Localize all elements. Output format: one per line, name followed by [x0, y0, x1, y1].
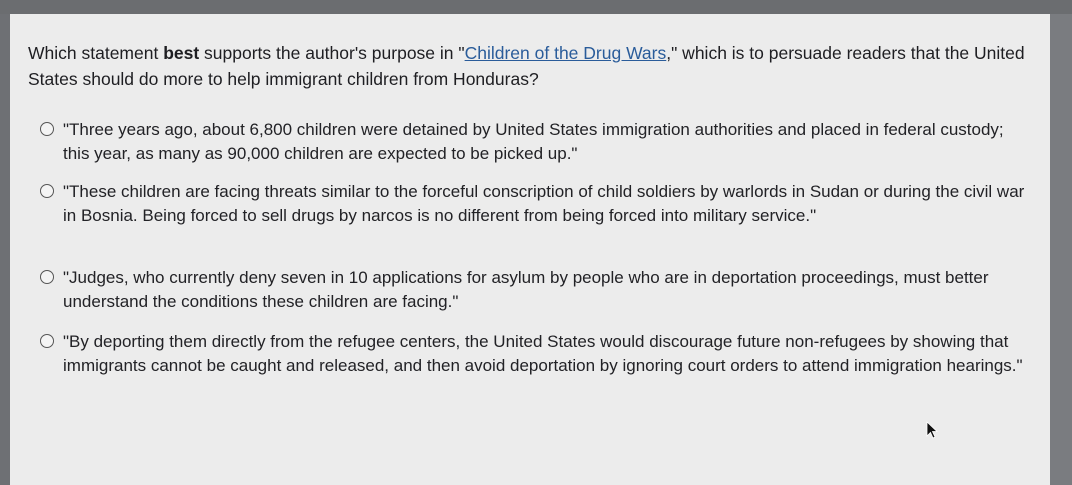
mouse-pointer-icon	[926, 421, 938, 439]
radio-button-4[interactable]	[40, 334, 54, 348]
radio-button-3[interactable]	[40, 270, 54, 284]
radio-button-2[interactable]	[40, 184, 54, 198]
question-emphasis: best	[163, 43, 200, 63]
question-text-start: Which statement	[28, 43, 164, 63]
question-text-end: ," which is to persuade readers that the United States should do more to help immigrant children from Honduras?	[28, 43, 1025, 89]
question-panel	[10, 14, 1050, 485]
answer-option-2-text: "These children are facing threats similar to the forceful conscription of child soldiers by warlords in Sudan or during the civil war in Bosnia. Being forced to sell drugs by narcos is no different from being forced into military service."	[63, 182, 1025, 225]
window-right-frame	[1050, 14, 1072, 485]
radio-button-1[interactable]	[40, 122, 54, 136]
answer-option-1-text: "Three years ago, about 6,800 children were detained by United States immigration authorities and placed in federal custody; this year, as many as 90,000 children are expected to be picked up."	[63, 120, 1004, 163]
question-prompt	[28, 40, 1038, 92]
question-text-middle: supports the author's purpose in "	[199, 43, 465, 63]
answer-option-3-text: "Judges, who currently deny seven in 10 applications for asylum by people who are in deportation proceedings, must better understand the conditions these children are facing."	[63, 268, 989, 311]
answer-option-4-text: "By deporting them directly from the refugee centers, the United States would discourage future non-refugees by showing that immigrants cannot be caught and released, and then avoid deportation by ignoring court orders to attend immigration hearings."	[63, 332, 1023, 375]
article-title-link[interactable]: Children of the Drug Wars	[464, 43, 667, 63]
window-top-frame	[0, 0, 1072, 14]
